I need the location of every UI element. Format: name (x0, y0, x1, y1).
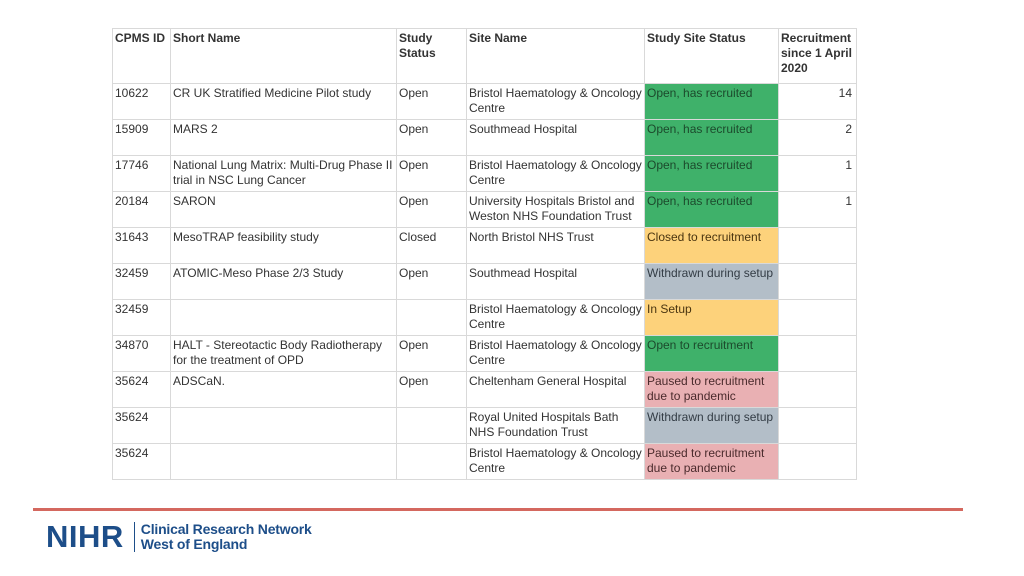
cell-recruitment (779, 120, 857, 156)
cell-site-name-text: Royal United Hospitals Bath NHS Foundation Trust (469, 410, 619, 439)
cell-cpms-id-text: 32459 (115, 302, 149, 316)
cell-site-name (467, 156, 645, 192)
table-body (113, 84, 857, 480)
cell-site-name-text: University Hospitals Bristol and Weston NHS Foundation Trust (469, 194, 635, 223)
cell-cpms-id-text: 17746 (115, 158, 149, 172)
cell-site-name (467, 336, 645, 372)
cell-cpms-id-text: 10622 (115, 86, 149, 100)
cell-short-name-text: National Lung Matrix: Multi-Drug Phase II trial in NSC Lung Cancer (173, 158, 393, 187)
table-row (113, 372, 857, 408)
cell-recruitment (779, 408, 857, 444)
logo-mark: NIHR (46, 519, 124, 554)
cell-cpms-id (113, 120, 171, 156)
logo-line-2: West of England (140, 536, 248, 552)
cell-site-status (645, 372, 779, 408)
cell-cpms-id-text: 20184 (115, 194, 149, 208)
cell-site-name-text: Bristol Haematology & Oncology Centre (469, 338, 642, 367)
cell-site-status-text: In Setup (647, 302, 692, 316)
cell-study-status-text: Open (399, 86, 429, 100)
cell-cpms-id-text: 35624 (115, 446, 149, 460)
cell-recruitment (779, 192, 857, 228)
cell-site-name (467, 300, 645, 336)
cell-short-name-text: ADSCaN. (173, 374, 226, 388)
cell-study-status (397, 264, 467, 300)
cell-recruitment-text: 1 (845, 158, 852, 172)
cell-site-status (645, 156, 779, 192)
table-row (113, 444, 857, 480)
cell-cpms-id (113, 372, 171, 408)
cell-site-name-text: North Bristol NHS Trust (469, 230, 594, 244)
cell-cpms-id-text: 15909 (115, 122, 149, 136)
cell-site-status-text: Open, has recruited (647, 158, 753, 172)
cell-recruitment (779, 264, 857, 300)
cell-study-status (397, 372, 467, 408)
cell-recruitment (779, 372, 857, 408)
cell-cpms-id (113, 408, 171, 444)
table-row (113, 192, 857, 228)
cell-study-status (397, 120, 467, 156)
header-site-name: Site Name (467, 29, 645, 84)
cell-recruitment-text: 14 (838, 86, 852, 100)
cell-study-status-text: Open (399, 194, 429, 208)
cell-site-name (467, 408, 645, 444)
cell-cpms-id (113, 264, 171, 300)
logo-line-1: Clinical Research Network (140, 521, 312, 537)
cell-short-name (171, 264, 397, 300)
cell-site-name-text: Bristol Haematology & Oncology Centre (469, 446, 642, 475)
cell-site-status (645, 300, 779, 336)
logo-text (141, 522, 312, 552)
cell-site-name-text: Cheltenham General Hospital (469, 374, 627, 388)
header-cpms-id: CPMS ID (113, 29, 171, 84)
cell-study-status-text: Open (399, 374, 429, 388)
cell-recruitment (779, 84, 857, 120)
cell-recruitment (779, 300, 857, 336)
cell-recruitment (779, 336, 857, 372)
cell-recruitment (779, 228, 857, 264)
cell-short-name (171, 444, 397, 480)
cell-short-name (171, 372, 397, 408)
cell-study-status-text: Closed (399, 230, 437, 244)
cell-recruitment (779, 156, 857, 192)
cell-recruitment-text: 1 (845, 194, 852, 208)
table-row (113, 336, 857, 372)
cell-site-name-text: Bristol Haematology & Oncology Centre (469, 86, 642, 115)
cell-site-name (467, 228, 645, 264)
cell-site-status-text: Withdrawn during setup (647, 410, 774, 424)
cell-short-name-text: ATOMIC-Meso Phase 2/3 Study (173, 266, 344, 280)
cell-site-name (467, 444, 645, 480)
cell-study-status (397, 192, 467, 228)
cell-site-status-text: Open to recruitment (647, 338, 754, 352)
cell-cpms-id (113, 192, 171, 228)
table-row (113, 228, 857, 264)
cell-site-name (467, 372, 645, 408)
cell-short-name (171, 120, 397, 156)
cell-site-status-text: Paused to recruitment due to pandemic (647, 446, 765, 475)
cell-recruitment (779, 444, 857, 480)
cell-recruitment-text: 2 (845, 122, 852, 136)
table-row (113, 120, 857, 156)
cell-site-name (467, 84, 645, 120)
cell-short-name-text: MARS 2 (173, 122, 218, 136)
cell-study-status (397, 336, 467, 372)
cell-short-name-text: SARON (173, 194, 216, 208)
cell-cpms-id-text: 32459 (115, 266, 149, 280)
table-row (113, 264, 857, 300)
cell-cpms-id (113, 228, 171, 264)
cell-site-status-text: Open, has recruited (647, 194, 753, 208)
cell-short-name (171, 192, 397, 228)
cell-short-name (171, 336, 397, 372)
cell-site-status (645, 444, 779, 480)
cell-cpms-id-text: 31643 (115, 230, 149, 244)
cell-site-status (645, 264, 779, 300)
footer-divider (33, 508, 963, 511)
cell-site-status (645, 120, 779, 156)
table-row (113, 300, 857, 336)
cell-study-status-text: Open (399, 266, 429, 280)
table-row (113, 84, 857, 120)
cell-site-name-text: Bristol Haematology & Oncology Centre (469, 302, 642, 331)
nihr-logo (46, 519, 312, 555)
studies-table (112, 28, 857, 480)
cell-cpms-id (113, 84, 171, 120)
cell-site-status-text: Paused to recruitment due to pandemic (647, 374, 765, 403)
table-row (113, 156, 857, 192)
cell-cpms-id (113, 156, 171, 192)
cell-site-status (645, 228, 779, 264)
cell-site-name (467, 192, 645, 228)
cell-short-name (171, 228, 397, 264)
cell-study-status (397, 300, 467, 336)
cell-cpms-id (113, 336, 171, 372)
cell-study-status-text: Open (399, 338, 429, 352)
cell-short-name (171, 84, 397, 120)
cell-cpms-id (113, 300, 171, 336)
cell-site-name (467, 120, 645, 156)
cell-site-name (467, 264, 645, 300)
cell-site-status (645, 192, 779, 228)
cell-site-status-text: Closed to recruitment (647, 230, 762, 244)
cell-site-status-text: Withdrawn during setup (647, 266, 774, 280)
table-row (113, 408, 857, 444)
header-short-name: Short Name (171, 29, 397, 84)
header-recruitment: Recruitment since 1 April 2020 (779, 29, 857, 84)
header-study-site-status: Study Site Status (645, 29, 779, 84)
header-row (113, 29, 857, 84)
cell-study-status-text: Open (399, 122, 429, 136)
cell-study-status (397, 84, 467, 120)
cell-short-name (171, 300, 397, 336)
cell-site-status (645, 336, 779, 372)
cell-short-name-text: HALT - Stereotactic Body Radiotherapy for the treatment of OPD (173, 338, 382, 367)
cell-site-name-text: Southmead Hospital (469, 122, 578, 136)
cell-cpms-id (113, 444, 171, 480)
cell-site-name-text: Southmead Hospital (469, 266, 578, 280)
cell-study-status (397, 156, 467, 192)
cell-cpms-id-text: 35624 (115, 374, 149, 388)
cell-study-status (397, 408, 467, 444)
cell-short-name-text: CR UK Stratified Medicine Pilot study (173, 86, 372, 100)
cell-site-status (645, 408, 779, 444)
cell-short-name-text: MesoTRAP feasibility study (173, 230, 319, 244)
cell-site-status (645, 84, 779, 120)
cell-study-status (397, 228, 467, 264)
cell-site-status-text: Open, has recruited (647, 122, 753, 136)
cell-cpms-id-text: 34870 (115, 338, 149, 352)
cell-site-name-text: Bristol Haematology & Oncology Centre (469, 158, 642, 187)
header-study-status: Study Status (397, 29, 467, 84)
logo-divider (134, 522, 135, 552)
cell-site-status-text: Open, has recruited (647, 86, 753, 100)
cell-short-name (171, 156, 397, 192)
cell-cpms-id-text: 35624 (115, 410, 149, 424)
cell-study-status (397, 444, 467, 480)
cell-short-name (171, 408, 397, 444)
cell-study-status-text: Open (399, 158, 429, 172)
